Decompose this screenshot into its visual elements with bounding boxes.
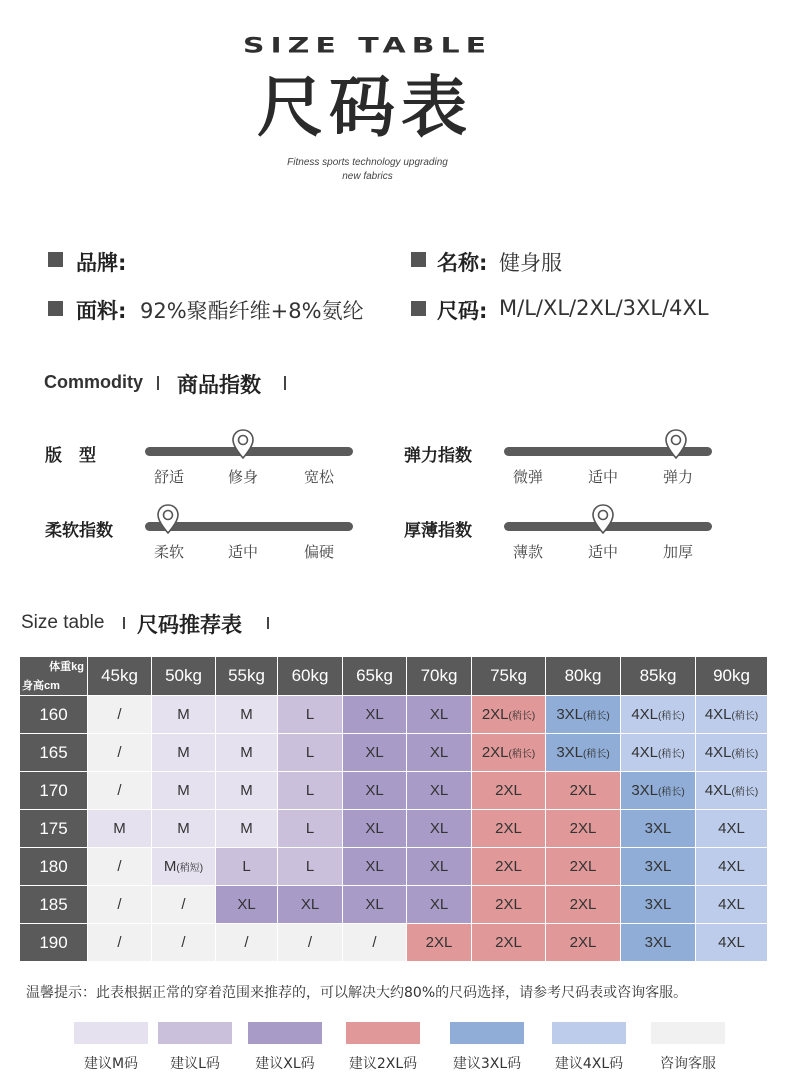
size-value: 2XL (569, 858, 597, 875)
weight-header: 80kg (546, 657, 621, 696)
size-table-title-en: Size table (21, 612, 105, 633)
size-value: 4XL (631, 706, 659, 723)
size-value: 2XL (495, 782, 522, 799)
size-value: M (177, 782, 190, 799)
size-value: XL (429, 744, 449, 761)
size-value: L (305, 744, 315, 761)
title-divider (267, 617, 269, 629)
table-body (20, 696, 768, 962)
size-cell (216, 924, 278, 962)
location-pin-icon (157, 504, 179, 534)
size-value: 4XL (631, 744, 659, 761)
tick-label: 弹力 (663, 468, 694, 486)
size-cell (343, 772, 407, 810)
size-cell (343, 848, 407, 886)
legend-label: 建议L码 (170, 1056, 220, 1072)
size-cell (407, 848, 472, 886)
height-header: 160 (20, 696, 88, 734)
size-note: (稍长) (658, 787, 685, 798)
legend-label: 咨询客服 (660, 1056, 716, 1072)
size-value: 2XL (481, 706, 509, 723)
size-cell (621, 810, 696, 848)
brand-label: 品牌: (76, 251, 127, 275)
size-cell (278, 810, 343, 848)
height-header: 175 (20, 810, 88, 848)
size-note: (稍长) (658, 749, 685, 760)
size-value: 2XL (569, 782, 597, 799)
bullet-icon (48, 301, 63, 316)
size-cell (472, 696, 546, 734)
size-value: M (177, 706, 190, 723)
size-cell (88, 810, 152, 848)
size-cell (407, 696, 472, 734)
size-cell (278, 848, 343, 886)
size-cell (152, 734, 216, 772)
size-cell (88, 696, 152, 734)
size-value: L (305, 820, 315, 837)
size-cell (343, 696, 407, 734)
size-cell (152, 772, 216, 810)
size-value: / (117, 744, 122, 761)
table-row (20, 772, 768, 810)
size-cell (278, 696, 343, 734)
size-value: / (117, 706, 122, 723)
size-value: XL (300, 896, 320, 913)
table-corner-cell (20, 657, 88, 696)
size-value: / (307, 934, 313, 951)
size-cell (546, 810, 621, 848)
weight-header: 45kg (88, 657, 152, 696)
index-label-softness: 柔软指数 (45, 521, 113, 541)
size-cell (278, 886, 343, 924)
size-cell (546, 848, 621, 886)
size-cell (278, 772, 343, 810)
legend-label: 建议3XL码 (452, 1056, 522, 1072)
size-value: L (305, 858, 315, 875)
size-value: XL (365, 858, 384, 875)
table-row (20, 848, 768, 886)
size-cell (216, 810, 278, 848)
size-value: M (240, 782, 253, 799)
size-cell (88, 886, 152, 924)
size-value: / (181, 896, 186, 913)
bullet-icon (411, 252, 426, 267)
size-cell (152, 696, 216, 734)
legend-swatch (651, 1022, 725, 1044)
size-cell (472, 810, 546, 848)
index-label-fit: 版 型 (45, 446, 96, 466)
tick-label: 加厚 (663, 543, 694, 561)
size-cell (696, 696, 768, 734)
size-value: / (117, 934, 122, 951)
size-cell (472, 772, 546, 810)
legend-swatch (346, 1022, 420, 1044)
weight-header: 60kg (278, 657, 343, 696)
size-value: 2XL (569, 820, 597, 837)
size-table (19, 656, 768, 962)
name-value: 健身服 (499, 251, 562, 275)
size-value: M (177, 744, 190, 761)
size-cell (546, 772, 621, 810)
size-cell (696, 734, 768, 772)
fabric-value: 92%聚酯纤维+8%氨纶 (140, 299, 364, 323)
size-value: 2XL (481, 744, 509, 761)
tick-label: 薄款 (513, 543, 544, 561)
size-label: 尺码: (437, 299, 488, 323)
table-row (20, 696, 768, 734)
size-value: 3XL (644, 820, 672, 837)
size-table-title-cn: 尺码推荐表 (137, 613, 242, 637)
index-label-thickness: 厚薄指数 (404, 521, 472, 541)
size-value: 2XL (495, 858, 522, 875)
size-value: 4XL (718, 858, 745, 875)
size-cell (216, 772, 278, 810)
size-cell (407, 772, 472, 810)
size-cell (621, 772, 696, 810)
size-note: (稍长) (583, 749, 610, 760)
size-cell (472, 848, 546, 886)
size-cell (216, 696, 278, 734)
corner-weight-label: 体重kg (49, 661, 84, 673)
size-value: / (117, 782, 122, 799)
size-value: XL (429, 896, 449, 913)
size-cell (88, 924, 152, 962)
size-cell (343, 924, 407, 962)
size-value: 4XL (704, 744, 732, 761)
size-value: 3XL (644, 858, 672, 875)
title-en: SIZE TABLE (242, 32, 493, 59)
height-header: 165 (20, 734, 88, 772)
size-value: M (240, 706, 253, 723)
corner-height-label: 身高cm (22, 680, 60, 692)
bullet-icon (411, 301, 426, 316)
size-cell (407, 734, 472, 772)
size-cell (407, 810, 472, 848)
size-note: (稍长) (583, 711, 610, 722)
size-value: M (177, 820, 190, 837)
size-cell (216, 886, 278, 924)
size-value: M (240, 744, 253, 761)
size-cell (621, 848, 696, 886)
weight-header: 90kg (696, 657, 768, 696)
name-label: 名称: (437, 251, 488, 275)
size-value: / (181, 934, 186, 951)
size-cell (696, 886, 768, 924)
title-cn: 尺码表 (257, 69, 473, 146)
height-header: 180 (20, 848, 88, 886)
height-header: 170 (20, 772, 88, 810)
size-value: 3XL (644, 934, 672, 951)
table-row (20, 734, 768, 772)
legend-swatch (158, 1022, 232, 1044)
size-value: XL (237, 896, 256, 913)
size-note: (稍长) (508, 749, 536, 760)
title-divider (284, 376, 286, 390)
subtitle-line2: new fabrics (342, 171, 393, 182)
size-cell (407, 924, 472, 962)
size-value: 3XL (631, 782, 659, 799)
size-cell (88, 734, 152, 772)
size-cell (216, 734, 278, 772)
size-value: XL (429, 858, 449, 875)
size-cell (472, 734, 546, 772)
legend-swatch (248, 1022, 322, 1044)
size-value: XL (365, 782, 384, 799)
size-value: M (240, 820, 253, 837)
tick-label: 柔软 (154, 543, 185, 561)
size-cell (88, 848, 152, 886)
size-value: 3XL (644, 896, 672, 913)
size-cell (621, 734, 696, 772)
size-cell (152, 886, 216, 924)
size-value: / (244, 934, 249, 951)
size-cell (621, 924, 696, 962)
size-value: XL (365, 820, 384, 837)
size-cell (343, 734, 407, 772)
size-cell (696, 924, 768, 962)
table-row (20, 886, 768, 924)
title-divider (157, 376, 159, 390)
height-header: 190 (20, 924, 88, 962)
size-value: 2XL (495, 820, 522, 837)
tip-text: 温馨提示：此表根据正常的穿着范围来推荐的，可以解决大约80%的尺码选择，请参考尺码表或咨询客服。 (26, 985, 688, 1001)
size-cell (88, 772, 152, 810)
size-value: 2XL (569, 934, 597, 951)
size-cell (546, 696, 621, 734)
size-cell (546, 924, 621, 962)
legend-swatch (552, 1022, 626, 1044)
size-cell (696, 772, 768, 810)
size-value: / (117, 858, 122, 875)
size-cell (621, 696, 696, 734)
size-value: 4XL (718, 820, 745, 837)
size-value: XL (365, 896, 384, 913)
tick-label: 适中 (588, 468, 619, 486)
size-value: 2XL (495, 934, 522, 951)
index-label-elasticity: 弹力指数 (404, 446, 472, 466)
size-cell (407, 886, 472, 924)
weight-header: 55kg (216, 657, 278, 696)
size-value: 4XL (718, 896, 745, 913)
size-cell (152, 924, 216, 962)
size-cell (546, 886, 621, 924)
size-cell (343, 810, 407, 848)
tick-label: 修身 (228, 468, 259, 486)
size-note: (稍长) (658, 711, 685, 722)
size-value: M (163, 858, 177, 875)
size-value: XL (365, 744, 384, 761)
tick-label: 舒适 (154, 468, 185, 486)
bullet-icon (48, 252, 63, 267)
table-header-row (20, 657, 768, 696)
size-value: 4XL (718, 934, 745, 951)
title-divider (123, 617, 125, 629)
size-cell (472, 886, 546, 924)
size-value: XL (429, 820, 449, 837)
legend-swatch (450, 1022, 524, 1044)
legend-label: 建议4XL码 (554, 1056, 624, 1072)
commodity-title-cn: 商品指数 (177, 373, 261, 397)
size-cell (278, 924, 343, 962)
legend-label: 建议M码 (83, 1056, 139, 1072)
table-row (20, 924, 768, 962)
size-cell (696, 848, 768, 886)
size-value: 3XL (556, 706, 584, 723)
size-note: (稍长) (731, 787, 759, 798)
tick-label: 适中 (588, 543, 619, 561)
weight-header: 65kg (343, 657, 407, 696)
size-value: M (113, 820, 126, 837)
commodity-title-en: Commodity (44, 372, 143, 392)
size-value: XL (429, 782, 449, 799)
size-cell (696, 810, 768, 848)
size-value: 4XL (704, 706, 732, 723)
size-cell (278, 734, 343, 772)
size-value: / (372, 934, 377, 951)
legend-label: 建议2XL码 (348, 1056, 418, 1072)
weight-header: 70kg (407, 657, 472, 696)
tick-label: 偏硬 (304, 543, 335, 561)
size-note: (稍长) (508, 711, 536, 722)
table-row (20, 810, 768, 848)
size-note: (稍长) (731, 749, 759, 760)
legend-swatch (74, 1022, 148, 1044)
size-value: M/L/XL/2XL/3XL/4XL (499, 296, 709, 320)
size-cell (152, 848, 216, 886)
subtitle-line1: Fitness sports technology upgrading (287, 157, 448, 168)
tick-label: 适中 (228, 543, 259, 561)
size-cell (343, 886, 407, 924)
location-pin-icon (665, 429, 687, 459)
tick-label: 微弹 (513, 468, 544, 486)
size-value: 2XL (425, 934, 453, 951)
weight-header: 75kg (472, 657, 546, 696)
location-pin-icon (592, 504, 614, 534)
size-value: 2XL (495, 896, 522, 913)
size-value: 4XL (704, 782, 732, 799)
size-value: XL (365, 706, 384, 723)
weight-header: 85kg (621, 657, 696, 696)
size-cell (152, 810, 216, 848)
size-value: 2XL (569, 896, 597, 913)
size-value: L (242, 858, 251, 875)
size-note: (稍短) (176, 863, 204, 874)
tick-label: 宽松 (304, 468, 335, 486)
size-value: / (117, 896, 122, 913)
size-value: 3XL (556, 744, 584, 761)
legend-label: 建议XL码 (255, 1056, 315, 1072)
size-value: L (305, 706, 315, 723)
fabric-label: 面料: (76, 299, 127, 323)
size-cell (472, 924, 546, 962)
height-header: 185 (20, 886, 88, 924)
size-value: XL (429, 706, 449, 723)
size-value: L (305, 782, 315, 799)
size-cell (621, 886, 696, 924)
size-cell (216, 848, 278, 886)
weight-header: 50kg (152, 657, 216, 696)
location-pin-icon (232, 429, 254, 459)
size-note: (稍长) (731, 711, 759, 722)
size-cell (546, 734, 621, 772)
